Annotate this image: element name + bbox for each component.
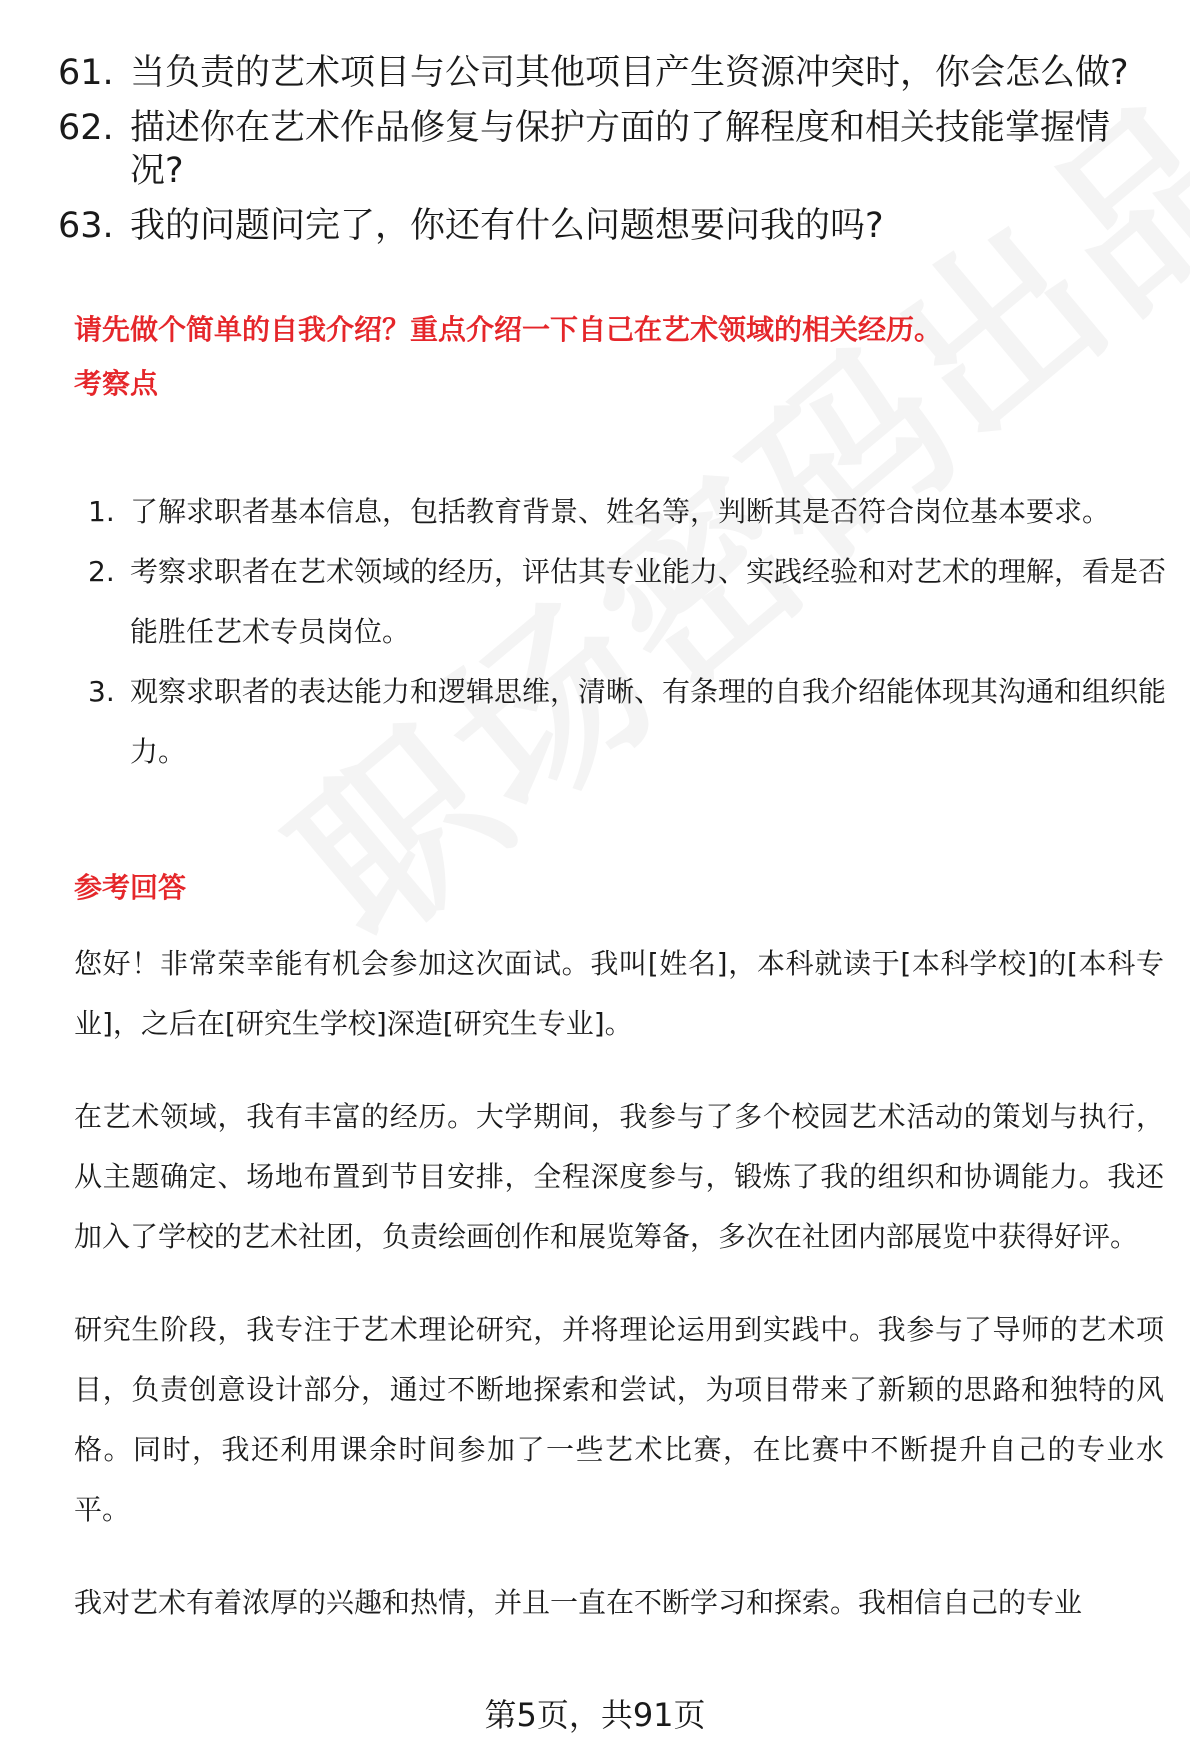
question-number: 62. [58,108,114,148]
question-number: 63. [58,206,114,246]
question-number: 61. [58,53,114,93]
answer-paragraph: 在艺术领域，我有丰富的经历。大学期间，我参与了多个校园艺术活动的策划与执行，从主题确定、场地布置到节目安排，全程深度参与，锻炼了我的组织和协调能力。我还加入了学校的艺术社团，负责绘画创作和展览筹备，多次在社团内部展览中获得好评。 [74,1100,1164,1253]
point-text: 观察求职者的表达能力和逻辑思维，清晰、有条理的自我介绍能体现其沟通和组织能力。 [130,675,1167,768]
point-text: 了解求职者基本信息，包括教育背景、姓名等，判断其是否符合岗位基本要求。 [130,495,1111,528]
answer-paragraph: 我对艺术有着浓厚的兴趣和热情，并且一直在不断学习和探索。我相信自己的专业 [74,1586,1083,1619]
answer-heading: 参考回答 [74,871,187,904]
question-list [58,52,1158,260]
reference-answer [74,934,1164,1666]
page-number-footer: 第5页，共91页 [484,1696,706,1734]
assessment-point [88,542,1168,662]
section-question-heading: 请先做个简单的自我介绍？重点介绍一下自己在艺术领域的相关经历。 [74,313,943,346]
answer-paragraph: 您好！非常荣幸能有机会参加这次面试。我叫[姓名]，本科就读于[本科学校]的[本科专业]，之后在[研究生学校]深造[研究生专业]。 [74,947,1164,1040]
question-item [58,52,1158,95]
question-item [58,107,1158,193]
question-text: 描述你在艺术作品修复与保护方面的了解程度和相关技能掌握情况? [130,108,1111,191]
answer-paragraph: 研究生阶段，我专注于艺术理论研究，并将理论运用到实践中。我参与了导师的艺术项目，负责创意设计部分，通过不断地探索和尝试，为项目带来了新颖的思路和独特的风格。同时，我还利用课余时间参加了一些艺术比赛，在比赛中不断提升自己的专业水平。 [74,1313,1164,1526]
question-text: 我的问题问完了，你还有什么问题想要问我的吗? [130,206,884,246]
points-heading: 考察点 [74,367,159,400]
assessment-point [88,662,1168,782]
point-text: 考察求职者在艺术领域的经历，评估其专业能力、实践经验和对艺术的理解，看是否能胜任艺术专员岗位。 [130,555,1167,648]
assessment-points-list [88,482,1168,782]
point-number: 1. [88,495,115,528]
point-number: 3. [88,675,115,708]
question-item [58,205,1158,248]
question-text: 当负责的艺术项目与公司其他项目产生资源冲突时，你会怎么做? [130,53,1129,93]
assessment-point [88,482,1168,542]
point-number: 2. [88,555,115,588]
